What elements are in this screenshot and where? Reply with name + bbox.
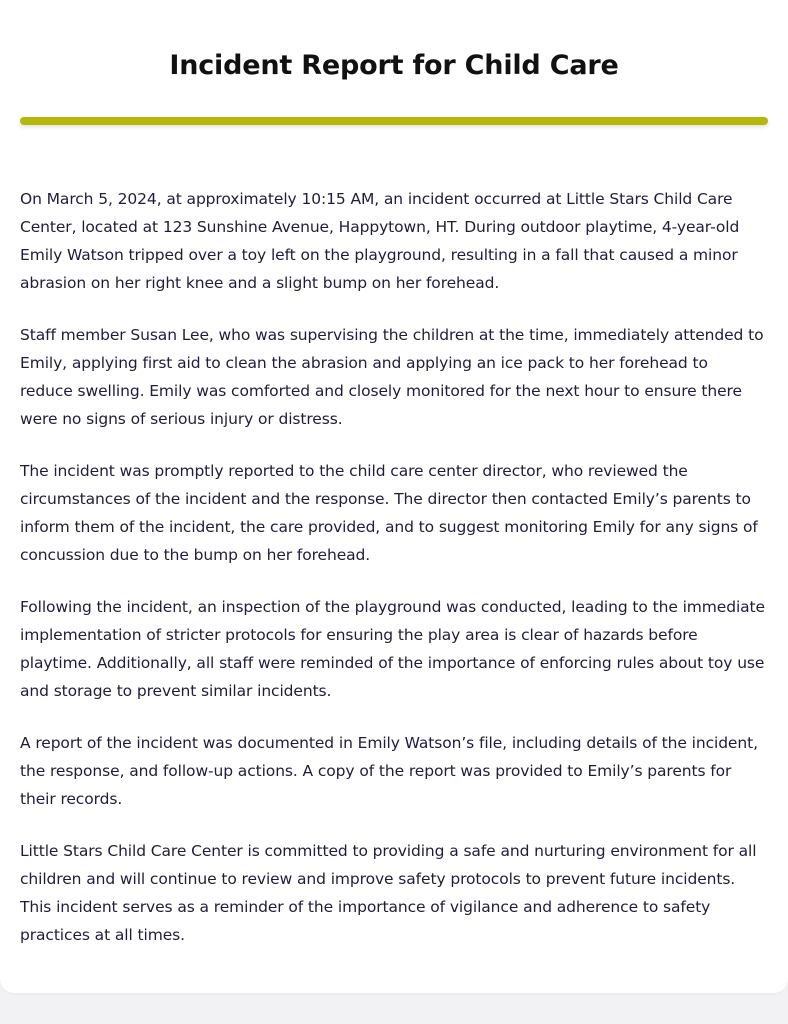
paragraph-inspection: Following the incident, an inspection of the playground was conducted, leading to the immediate implementation of stricter protocols for ensuring the play area is clear of hazards before playtime. Additionally, all staff were reminded of the importance of enforcing rules about toy use and storage to prevent similar incidents. [20,598,765,700]
report-body [20,185,765,973]
paragraph-incident-summary: On March 5, 2024, at approximately 10:15 AM, an incident occurred at Little Stars Child Care Center, located at 123 Sunshine Avenue, Happytown, HT. During outdoor playtime, 4-year-old Emily Watson tripped over a toy left on the playground, resulting in a fall that caused a minor abrasion on her right knee and a slight bump on her forehead. [20,190,740,292]
title-divider [20,117,768,125]
paragraph-first-aid: Staff member Susan Lee, who was supervising the children at the time, immediately attended to Emily, applying first aid to clean the abrasion and applying an ice pack to her forehead to reduce swelling. Emily was comforted and closely monitored for the next hour to ensure there were no signs of serious injury or distress. [20,326,764,428]
page-title: Incident Report for Child Care [169,50,619,81]
paragraph-documentation: A report of the incident was documented in Emily Watson’s file, including details of the incident, the response, and follow-up actions. A copy of the report was provided to Emily’s parents for their records. [20,734,758,808]
paragraph-commitment: Little Stars Child Care Center is committed to providing a safe and nurturing environment for all children and will continue to review and improve safety protocols to prevent future incidents. This incident serves as a reminder of the importance of vigilance and adherence to safety practices at all times. [20,842,757,944]
paragraph-director-notified: The incident was promptly reported to the child care center director, who reviewed the circumstances of the incident and the response. The director then contacted Emily’s parents to inform them of the incident, the care provided, and to suggest monitoring Emily for any signs of concussion due to the bump on her forehead. [20,462,758,564]
